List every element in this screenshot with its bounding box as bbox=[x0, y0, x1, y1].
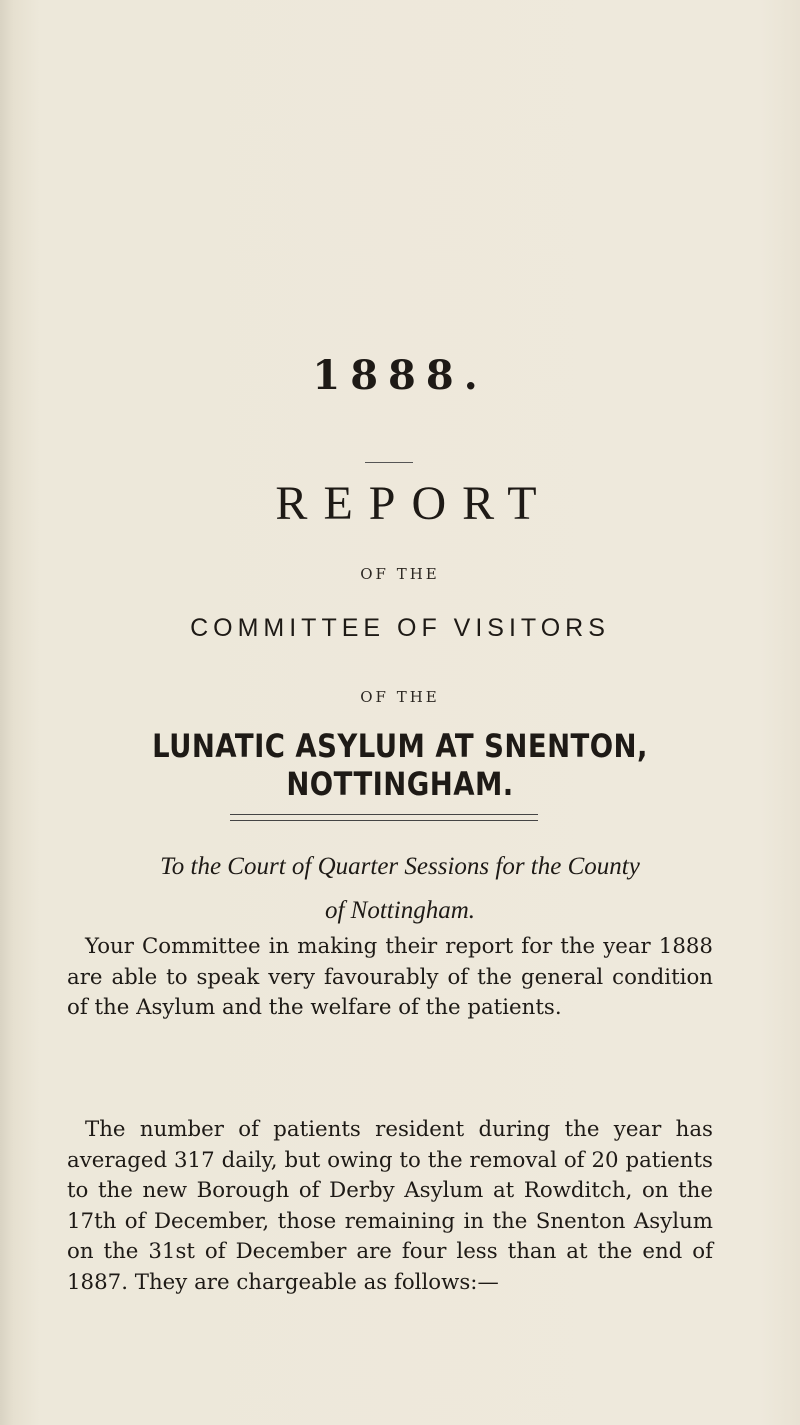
double-rule-divider bbox=[230, 814, 538, 821]
address-line-court: To the Court of Quarter Sessions for the County bbox=[160, 853, 640, 880]
address-block bbox=[0, 845, 800, 933]
subtitle-of-the-second: OF THE bbox=[360, 688, 440, 706]
paragraph-condition: Your Committee in making their report for the year 1888 are able to speak very favourably of the general condition of the Asylum and the welfare of the patients. bbox=[67, 934, 713, 1020]
committee-heading: COMMITTEE OF VISITORS bbox=[190, 614, 610, 642]
subtitle-of-the: OF THE bbox=[360, 565, 440, 583]
institution-heading: LUNATIC ASYLUM AT SNENTON, NOTTINGHAM. bbox=[152, 727, 648, 803]
short-divider bbox=[365, 462, 413, 463]
address-line-county: of Nottingham. bbox=[324, 897, 475, 924]
paragraph-patients: The number of patients resident during the year has averaged 317 daily, but owing to the removal of 20 patients to the new Borough of Derby Asylum at Rowditch, on the 17th of December, those remaining in the Snenton Asylum on the 31st of December are four less than at the end of 1887. They are chargeable as follows:— bbox=[67, 1117, 713, 1295]
report-year: 1888. bbox=[312, 352, 488, 399]
report-title: REPORT bbox=[275, 477, 553, 530]
